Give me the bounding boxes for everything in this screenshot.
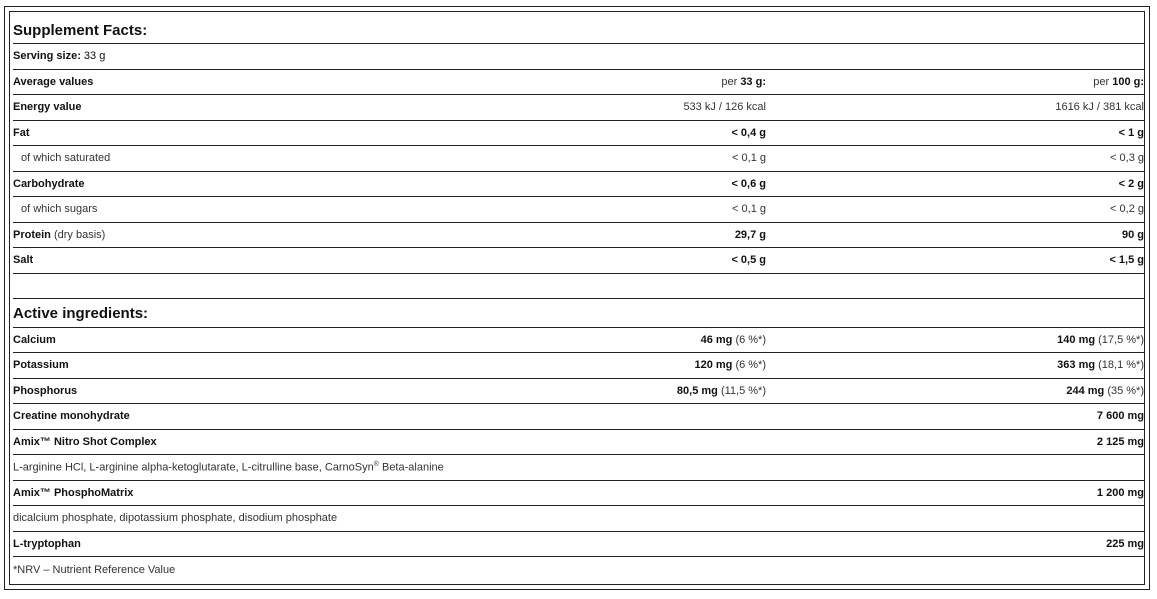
ingredient-name: Creatine monohydrate — [13, 410, 130, 423]
nutrient-per-serving: < 0,6 g — [731, 177, 766, 190]
ingredient-per-100g: 244 mg (35 %*) — [1066, 384, 1144, 397]
average-values-row — [13, 70, 1144, 96]
ingredient-desc-nitro-shot — [13, 455, 1144, 481]
nutrient-per-100g: < 1,5 g — [1109, 254, 1144, 267]
ingredient-per-serving: 120 mg (6 %*) — [694, 359, 766, 372]
active-ingredients-title: Active ingredients: — [13, 299, 1144, 328]
nutrient-row-energy — [13, 95, 1144, 121]
ingredient-row-potassium — [13, 353, 1144, 379]
ingredient-description: L-arginine HCl, L-arginine alpha-ketoglutarate, L-citrulline base, CarnoSyn® Beta-alanine — [13, 460, 444, 474]
ingredient-name: Potassium — [13, 359, 69, 372]
ingredient-row-phosphorus — [13, 379, 1144, 405]
ingredient-per-100g: 7 600 mg — [1096, 410, 1144, 423]
footnote-row — [13, 557, 1144, 583]
ingredient-per-100g: 363 mg (18,1 %*) — [1057, 359, 1144, 372]
nutrient-per-serving: 533 kJ / 126 kcal — [683, 101, 766, 114]
nutrient-row-carbohydrate — [13, 172, 1144, 198]
ingredient-per-serving: 46 mg (6 %*) — [700, 333, 766, 346]
supplement-facts-title: Supplement Facts: — [13, 16, 1144, 44]
nutrient-per-serving: 29,7 g — [734, 228, 766, 241]
nutrient-name: Protein — [13, 228, 51, 241]
section-spacer — [13, 274, 1144, 299]
ingredient-row-nitro-shot — [13, 430, 1144, 456]
nutrient-per-100g: < 0,3 g — [1110, 152, 1144, 165]
nutrient-name: Salt — [13, 254, 34, 267]
nutrient-name: of which sugars — [21, 203, 98, 216]
nutrient-row-sugars — [13, 197, 1144, 223]
ingredient-row-creatine — [13, 404, 1144, 430]
nutrient-row-fat — [13, 121, 1144, 147]
nutrient-per-serving: < 0,4 g — [731, 126, 766, 139]
ingredient-desc-phosphomatrix — [13, 506, 1144, 532]
nutrient-per-100g: 1616 kJ / 381 kcal — [1055, 101, 1144, 114]
nutrient-name: Fat — [13, 126, 30, 139]
nutrient-per-100g: < 0,2 g — [1110, 203, 1144, 216]
serving-size-label: Serving size: — [13, 50, 81, 63]
ingredient-name: Amix™ PhosphoMatrix — [13, 486, 134, 499]
nutrient-per-serving: < 0,1 g — [732, 152, 766, 165]
nutrient-row-protein — [13, 223, 1144, 249]
per-serving-header: per 33 g: — [721, 75, 766, 88]
nutrient-per-100g: 90 g — [1121, 228, 1144, 241]
serving-size-row — [13, 44, 1144, 70]
nutrient-name-note: (dry basis) — [53, 228, 106, 241]
nutrient-per-serving: < 0,1 g — [732, 203, 766, 216]
ingredient-name: Calcium — [13, 333, 56, 346]
ingredient-name: Amix™ Nitro Shot Complex — [13, 435, 157, 448]
ingredient-row-calcium — [13, 328, 1144, 354]
supplement-facts-table — [13, 16, 1144, 583]
nutrient-per-serving: < 0,5 g — [731, 254, 766, 267]
ingredient-per-100g: 1 200 mg — [1096, 486, 1144, 499]
ingredient-row-tryptophan — [13, 532, 1144, 558]
nutrient-name: Energy value — [13, 101, 82, 114]
ingredient-per-serving: 80,5 mg (11,5 %*) — [676, 384, 766, 397]
ingredient-name: L-tryptophan — [13, 537, 81, 550]
nutrient-per-100g: < 1 g — [1118, 126, 1144, 139]
per-100g-header: per 100 g: — [1093, 75, 1144, 88]
serving-size-value: 33 g — [83, 50, 106, 63]
ingredient-per-100g: 225 mg — [1106, 537, 1144, 550]
ingredient-description: dicalcium phosphate, dipotassium phosphate, disodium phosphate — [13, 512, 338, 525]
average-values-label: Average values — [13, 75, 94, 88]
ingredient-name: Phosphorus — [13, 384, 78, 397]
ingredient-per-100g: 140 mg (17,5 %*) — [1057, 333, 1144, 346]
ingredient-row-phosphomatrix — [13, 481, 1144, 507]
nutrient-per-100g: < 2 g — [1118, 177, 1144, 190]
nutrient-row-saturated — [13, 146, 1144, 172]
nutrient-name: Carbohydrate — [13, 177, 85, 190]
ingredient-per-100g: 2 125 mg — [1096, 435, 1144, 448]
nutrient-row-salt — [13, 248, 1144, 274]
nutrient-name: of which saturated — [21, 152, 111, 165]
nrv-footnote: *NRV – Nutrient Reference Value — [13, 563, 176, 576]
